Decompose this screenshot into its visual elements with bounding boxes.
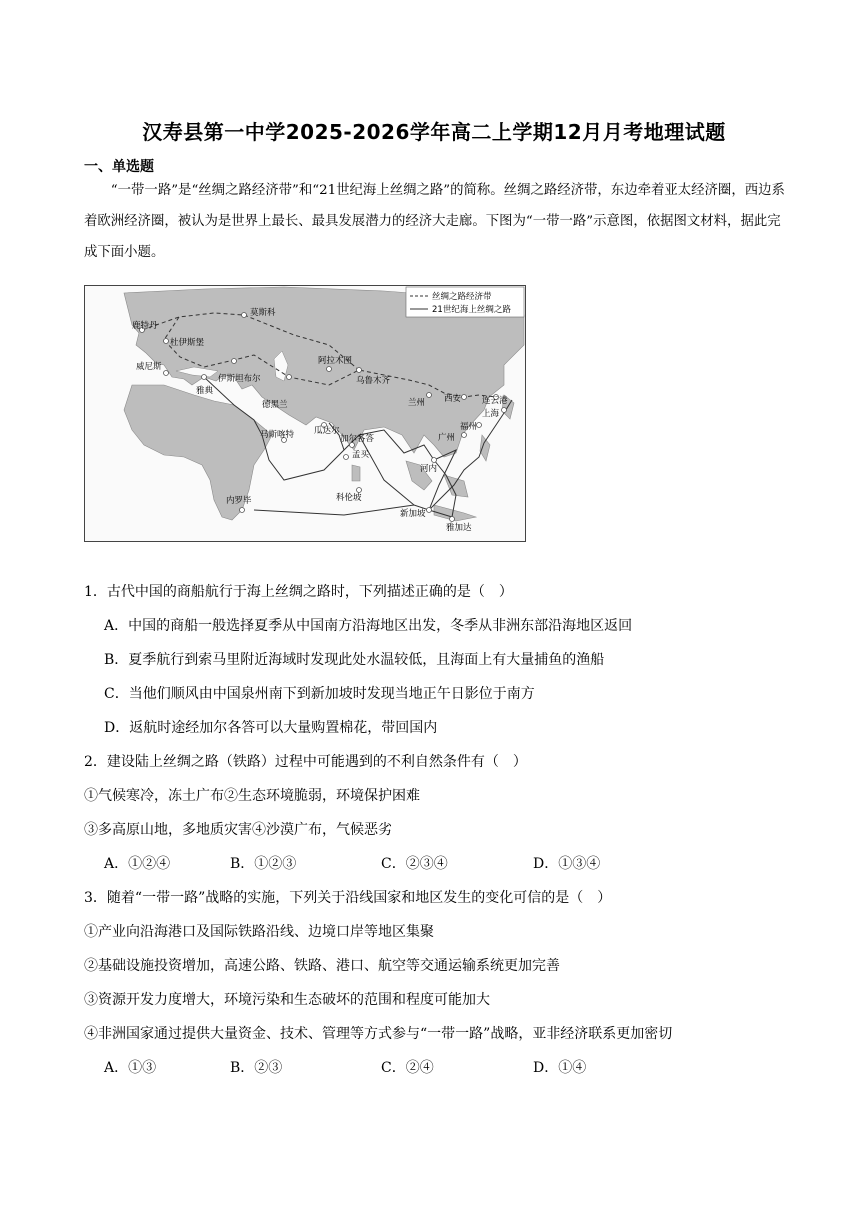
question-1-option-d[interactable]: D．返航时途经加尔各答可以大量购置棉花，带回国内 xyxy=(104,720,438,736)
label-singapore: 新加坡 xyxy=(400,509,426,519)
label-rotterdam: 鹿特丹 xyxy=(132,321,158,331)
label-guangzhou: 广州 xyxy=(438,433,456,443)
label-jakarta: 雅加达 xyxy=(446,523,472,533)
question-2-choice-c[interactable]: C．②③④ xyxy=(381,856,448,872)
question-1-option-b[interactable]: B．夏季航行到索马里附近海域时发现此处水温较低，且海面上有大量捕鱼的渔船 xyxy=(104,652,605,668)
question-3-stem: 3．随着“一带一路”战略的实施，下列关于沿线国家和地区发生的变化可信的是（ ） xyxy=(84,890,612,906)
question-2-choice-b[interactable]: B．①②③ xyxy=(230,856,297,872)
question-2-item: ③多高原山地，多地质灾害④沙漠广布，气候恶劣 xyxy=(84,822,392,838)
label-venice: 威尼斯 xyxy=(136,362,162,372)
label-hanoi: 河内 xyxy=(420,464,438,474)
belt-road-map xyxy=(84,285,526,542)
label-fuzhou: 福州 xyxy=(460,422,478,432)
label-nairobi: 内罗毕 xyxy=(226,496,252,506)
question-3-choice-c[interactable]: C．②④ xyxy=(381,1060,434,1076)
section-heading: 一、单选题 xyxy=(84,159,154,175)
label-muscat: 马斯喀特 xyxy=(260,430,295,440)
question-3-choice-d[interactable]: D．①④ xyxy=(533,1060,587,1076)
intro-paragraph: “一带一路”是“丝绸之路经济带”和“21世纪海上丝绸之路”的简称。丝绸之路经济带，东边牵着亚太经济圈，西边系着欧洲经济圈，被认为是世界上最长、最具发展潜力的经济大走廊。下图为“一带一路”示意图，依据图文材料，据此完成下面小题。 xyxy=(84,183,785,260)
label-xian: 西安 xyxy=(444,394,462,404)
question-3-item: ①产业向沿海港口及国际铁路沿线、边境口岸等地区集聚 xyxy=(84,924,434,940)
question-1-stem: 1．古代中国的商船航行于海上丝绸之路时，下列描述正确的是（ ） xyxy=(84,584,513,600)
question-1-option-a[interactable]: A．中国的商船一般选择夏季从中国南方沿海地区出发，冬季从非洲东部沿海地区返回 xyxy=(104,618,633,634)
label-tehran: 德黑兰 xyxy=(262,400,288,410)
label-lianyungang: 连云港 xyxy=(482,396,508,406)
question-3-item: ④非洲国家通过提供大量资金、技术、管理等方式参与“一带一路”战略，亚非经济联系更加密切 xyxy=(84,1026,673,1042)
question-3-item: ②基础设施投资增加，高速公路、铁路、港口、航空等交通运输系统更加完善 xyxy=(84,958,560,974)
legend-land: 丝绸之路经济带 xyxy=(432,292,492,302)
page-title: 汉寿县第一中学2025-2026学年高二上学期12月月考地理试题 xyxy=(142,120,726,144)
question-2-choice-a[interactable]: A．①②④ xyxy=(104,856,171,872)
legend-sea: 21世纪海上丝绸之路 xyxy=(432,305,511,315)
label-gwadar: 瓜达尔 xyxy=(314,426,340,436)
question-2-stem: 2．建设陆上丝绸之路（铁路）过程中可能遇到的不利自然条件有（ ） xyxy=(84,754,527,770)
question-1-option-c[interactable]: C．当他们顺风由中国泉州南下到新加坡时发现当地正午日影位于南方 xyxy=(104,686,535,702)
label-duisburg: 杜伊斯堡 xyxy=(170,338,205,348)
label-urumqi: 乌鲁木齐 xyxy=(356,376,391,386)
label-almaty: 阿拉木图 xyxy=(318,356,353,366)
label-athens: 雅典 xyxy=(196,386,214,396)
question-3-item: ③资源开发力度增大，环境污染和生态破坏的范围和程度可能加大 xyxy=(84,992,490,1008)
question-3-choice-b[interactable]: B．②③ xyxy=(230,1060,283,1076)
label-mumbai: 孟买 xyxy=(352,450,370,460)
label-lanzhou: 兰州 xyxy=(408,398,426,408)
label-colombo: 科伦坡 xyxy=(336,493,362,503)
question-2-item: ①气候寒冷，冻土广布②生态环境脆弱，环境保护困难 xyxy=(84,788,420,804)
label-shanghai: 上海 xyxy=(482,409,500,419)
label-kolkata: 加尔各答 xyxy=(340,434,375,444)
question-2-choice-d[interactable]: D．①③④ xyxy=(533,856,601,872)
label-istanbul: 伊斯坦布尔 xyxy=(218,374,261,384)
question-3-choice-a[interactable]: A．①③ xyxy=(104,1060,157,1076)
label-moscow: 莫斯科 xyxy=(250,308,276,318)
